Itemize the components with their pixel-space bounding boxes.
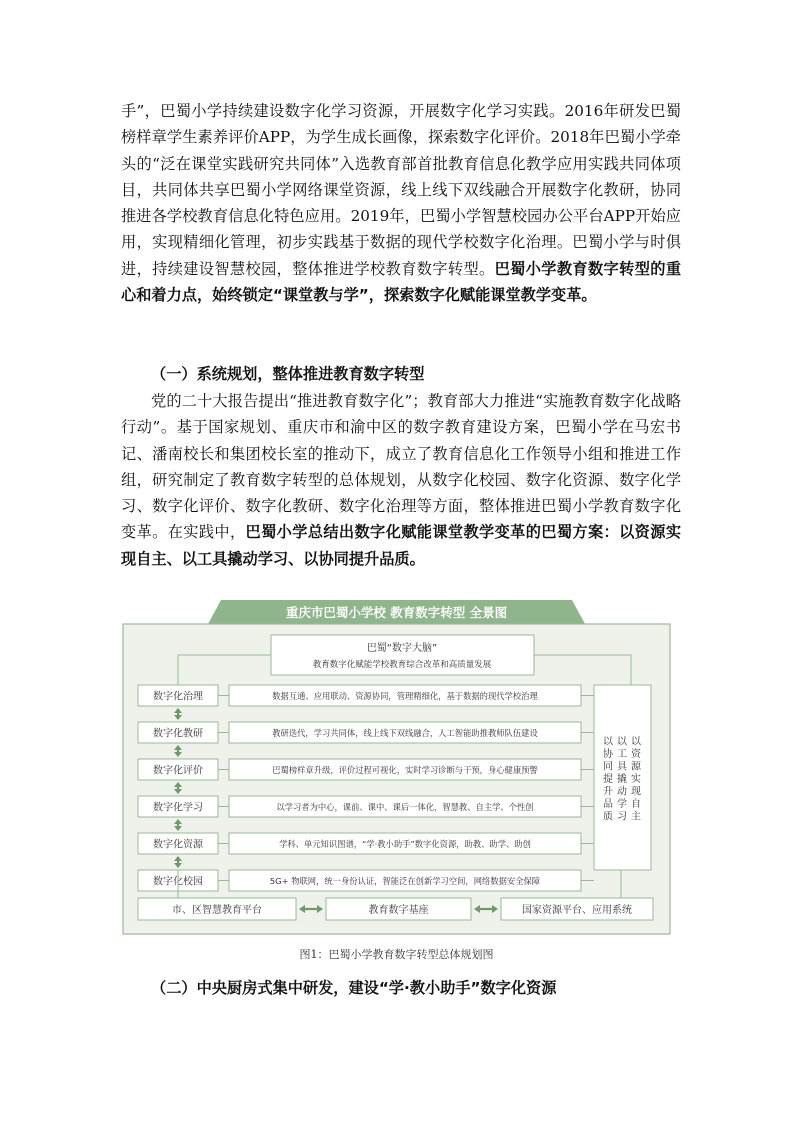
side-strategy-text: 以工具撬动学习 — [617, 736, 627, 823]
platform-label: 教育数字基座 — [368, 905, 429, 916]
brain-subtitle: 教育数字化赋能学校教育综合改革和高质量发展 — [312, 660, 492, 670]
paragraph-planning-emphasis: 巴蜀小学总结出数字化赋能课堂教学变革的巴蜀方案：以资源实现自主、以工具撬动学习、以协同提升品质。 — [121, 523, 682, 568]
layer-description: 以学习者为中心，课前、课中、课后一体化，智慧教、自主学、个性创 — [276, 802, 534, 812]
side-strategy-column — [631, 735, 642, 822]
section-heading-2: （二）中央厨房式集中研发，建设“学·教小助手”数字化资源 — [151, 979, 557, 997]
paragraph-intro-emphasis: 巴蜀小学教育数字转型的重心和着力点，始终锁定“课堂教与学”，探索数字化赋能课堂教学变革。 — [121, 259, 682, 305]
paragraph-planning: 党的二十大报告提出“推进教育数字化”；教育部大力推进“实施教育数字化战略行动”。基于国家规划、重庆市和渝中区的数字教育建设方案，巴蜀小学在马宏书记、潘南校长和集团校长室的推动下，成立了教育信息化工作领导小组和推进工作组，研究制定了教育数字转型的总体规划，从数字化校园、数字化资源、数字化学习、数字化评价、数字化教研、数字化治理等方面，整体推进巴蜀小学教育数字化变革。在实践中，巴蜀小学总结出数字化赋能课堂教学变革的巴蜀方案：以资源实现自主、以工具撬动学习、以协同提升品质。 — [121, 392, 682, 568]
layer-row — [138, 796, 581, 817]
side-strategy-columns — [603, 735, 642, 822]
layer-row — [138, 759, 581, 780]
layer-description: 数据互通、应用联动、资源协同，管理精细化，基于数据的现代学校治理 — [272, 691, 538, 701]
layer-label: 数字化资源 — [153, 839, 203, 851]
layer-label: 数字化教研 — [153, 728, 203, 740]
side-strategy-text: 以协同提升品质 — [603, 736, 613, 823]
platform-label: 国家资源平台、应用系统 — [522, 905, 632, 916]
layer-label: 数字化治理 — [153, 691, 203, 703]
figure-caption: 图1：巴蜀小学教育数字转型总体规划图 — [299, 948, 494, 961]
brain-title: 巴蜀“数字大脑” — [366, 643, 438, 654]
layer-description: 巴蜀榜样章升级，评价过程可视化，实时学习诊断与干预，身心健康预警 — [272, 765, 538, 775]
paragraph-intro: 手”，巴蜀小学持续建设数字化学习资源，开展数字化学习实践。2016年研发巴蜀榜样章学生素养评价APP，为学生成长画像，探索数字化评价。2018年巴蜀小学牵头的“泛在课堂实践研究共同体”入选教育部首批教育信息化教学应用实践共同体项目，共同体共享巴蜀小学网络课堂资源，线上线下双线融合开展数字化教研，协同推进各学校教育信息化特色应用。2019年，巴蜀小学智慧校园办公平台APP开始应用，实现精细化管理，初步实践基于数据的现代学校数字化治理。巴蜀小学与时俱进，持续建设智慧校园，整体推进学校教育数字转型。巴蜀小学教育数字转型的重心和着力点，始终锁定“课堂教与学”，探索数字化赋能课堂教学变革。 — [121, 102, 682, 305]
overview-diagram — [121, 598, 672, 935]
side-strategy-column — [617, 735, 628, 822]
layer-description: 教研迭代，学习共同体，线上线下双线融合，人工智能助推教师队伍建设 — [272, 728, 538, 738]
diagram-banner-text: 重庆市巴蜀小学校 教育数字转型 全景图 — [285, 605, 508, 620]
layer-label: 数字化学习 — [153, 802, 203, 814]
layer-row — [138, 722, 581, 743]
section-heading-1: （一）系统规划，整体推进教育数字转型 — [151, 365, 425, 383]
layer-row — [138, 870, 581, 891]
platform-label: 市、区智慧教育平台 — [172, 905, 262, 916]
side-strategy-column — [603, 735, 614, 822]
layer-description: 学科、单元知识图谱，“学·教小助手”数字化资源，助教、助学、助创 — [279, 839, 531, 849]
bottom-platforms — [138, 898, 653, 920]
layer-label: 数字化校园 — [153, 876, 203, 888]
layer-description: 5G+ 物联网，统一身份认证，智能泛在创新学习空间，网络数据安全保障 — [269, 876, 541, 886]
layer-label: 数字化评价 — [153, 765, 203, 777]
layer-row — [138, 685, 581, 706]
side-strategy-text: 以资源实现自主 — [631, 736, 641, 823]
layer-row — [138, 833, 581, 854]
